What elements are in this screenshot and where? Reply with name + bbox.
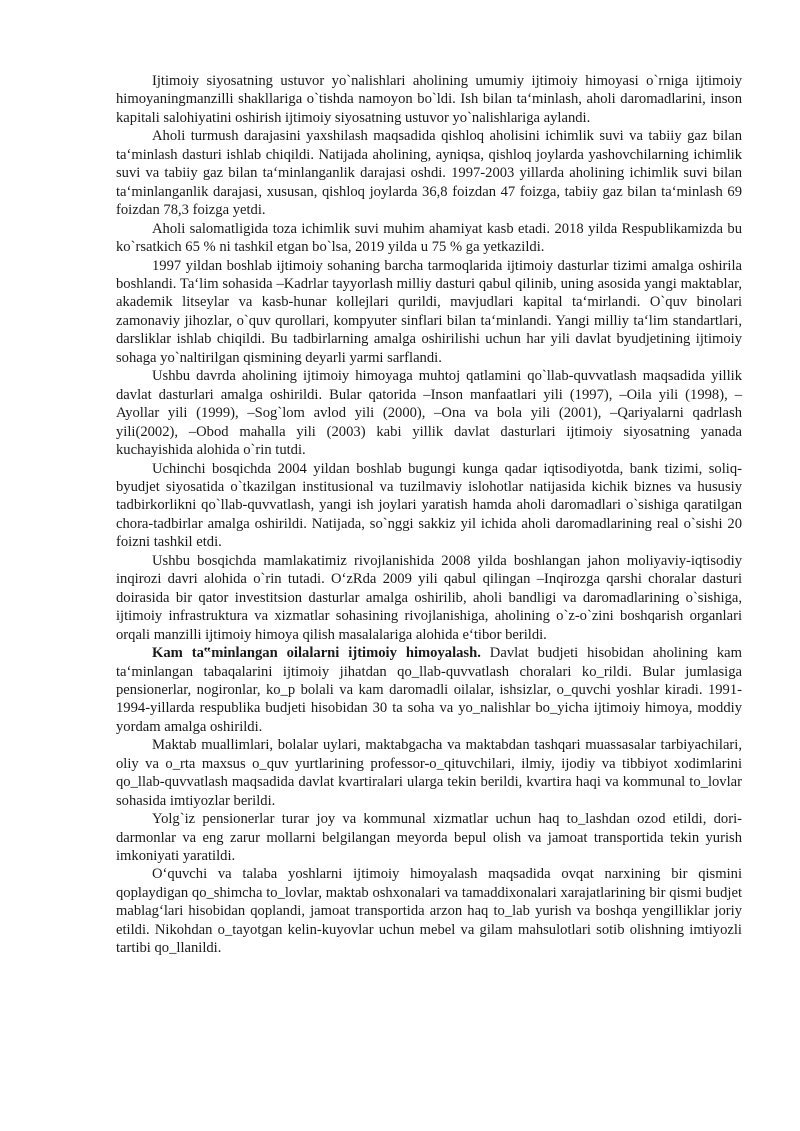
paragraph-text: Davlat budjeti hisobidan aholining kam ta‘minlangan tabaqalarini ijtimoiy jihatdan qo_llab-quvvatlash choralari ko_rildi. Bular jumlasiga pensionerlar, nogironlar, ko_p bolali va kam daromadli oilalar, ishsizlar, o_quvchi yoshlar kiradi. 1991-1994-yillarda respublika budjeti hisobidan 30 ta soha va yo_nalishlar bo_yicha ijtimoiy himoya, moddiy yordam amalga oshirildi. — [116, 645, 742, 735]
paragraph-10 — [116, 810, 742, 865]
paragraph-8 — [116, 644, 742, 736]
paragraph-text: O‘quvchi va talaba yoshlarni ijtimoiy himoyalash maqsadida ovqat narxining bir qismini qoplaydigan qo_shimcha to_lovlar, maktab oshxonalari va tamaddixonalari xarajatlarining bir qismi budjet mablag‘lari hisobidan qoplandi, jamoat transportida arzon haq to_lab yurish va boshqa yengilliklar joriy etildi. Nikohdan o_tayotgan kelin-kuyovlar uchun mebel va gilam mahsulotlari sotib olishning imtiyozli tartibi qo_llanildi. — [116, 866, 742, 957]
paragraph-text: Ijtimoiy siyosatning ustuvor yo`nalishlari aholining umumiy ijtimoiy himoyasi o`rniga ijtimoiy himoyaningmanzilli shakllariga o`tishda namoyon bo`ldi. Ish bilan ta‘minlash, aholi daromadlarini, inson kapitali salohiyatini oshirish ijtimoiy siyosatning ustuvor yo`nalishlariga aylandi. — [116, 73, 742, 126]
paragraph-text: Aholi turmush darajasini yaxshilash maqsadida qishloq aholisini ichimlik suvi va tabiiy gaz bilan ta‘minlash dasturi ishlab chiqildi. Natijada aholining, ayniqsa, qishloq joylarda yashovchilarning ichimlik suvi va tabiiy gaz bilan ta‘minlanganlik darajasi oshdi. 1997-2003 yillarda aholining ichimlik suvi bilan ta‘minlanganlik darajasi, xususan, qishloq joylarda 36,8 foizdan 47 foizga, tabiiy gaz bilan ta‘minlash 69 foizdan 78,3 foizga yetdi. — [116, 128, 742, 219]
paragraph-text: Ushbu davrda aholining ijtimoiy himoyaga muhtoj qatlamini qo`llab-quvvatlash maqsadida yillik davlat dasturlari amalga oshirildi. Bular qatorida –Inson manfaatlari yili (1997), –Oila yili (1998), –Ayollar yili (1999), –Sog`lom avlod yili (2000), –Ona va bola yili (2001), –Qariyalarni qadrlash yili(2002), –Obod mahalla yili (2003) kabi yillik davlat dasturlari ijtimoiy siyosatning yanada kuchayishida alohida o`rin tutdi. — [116, 368, 742, 459]
paragraph-6 — [116, 460, 742, 552]
section-heading: Kam ta‟minlangan oilalarni ijtimoiy himoyalash. — [152, 645, 481, 662]
paragraph-text: Ushbu bosqichda mamlakatimiz rivojlanishida 2008 yilda boshlangan jahon moliyaviy-iqtisodiy inqirozi davri alohida o`rin tutadi. O‘zRda 2009 yili qabul qilingan –Inqirozga qarshi choralar dasturi doirasida bir qator investitsion dasturlar amalga oshirilib, aholi bandligi va daromadlarining o`sishiga, ijtimoiy infrastruktura va xizmatlar sohasining rivojlanishiga, aholining o`z-o`zini boshqarish organlari orqali manzilli ijtimoiy himoya qilish masalalariga alohida e‘tibor berildi. — [116, 552, 742, 643]
paragraph-text: Maktab muallimlari, bolalar uylari, maktabgacha va maktabdan tashqari muassasalar tarbiyachilari, oliy va o_rta maxsus o_quv yurtlarining professor-o_qituvchilari, ilmiy, ijodiy va tibbiyot xodimlarini qo_llab-quvvatlash maqsadida davlat kvartiralari ularga tekin berildi, kvartira haqi va kommunal to_lovlar sohasida imtiyozlar berildi. — [116, 737, 742, 809]
paragraph-1 — [116, 72, 742, 127]
paragraph-text: 1997 yildan boshlab ijtimoiy sohaning barcha tarmoqlarida ijtimoiy dasturlar tizimi amalga oshirila boshlandi. Ta‘lim sohasida –Kadrlar tayyorlash milliy dasturi qabul qilinib, uning asosida yangi maktablar, akademik litseylar va kasb-hunar kollejlari qurildi, mavjudlari kapital ta‘mirlandi. O`quv binolari zamonaviy jihozlar, o`quv qurollari, kompyuter sinflari bilan ta‘minlandi. Yangi milliy ta‘lim standartlari, darsliklar ishlab chiqildi. Bu tadbirlarning amalga oshirilishi uchun har yili davlat byudjetining ijtimoiy sohaga yo`naltirilgan qismining deyarli yarmi sarflandi. — [116, 257, 742, 366]
paragraph-5 — [116, 367, 742, 459]
paragraph-9 — [116, 736, 742, 810]
paragraph-3 — [116, 220, 742, 257]
paragraph-4 — [116, 257, 742, 368]
paragraph-text: Aholi salomatligida toza ichimlik suvi muhim ahamiyat kasb etadi. 2018 yilda Respublikamizda bu ko`rsatkich 65 % ni tashkil etgan bo`lsa, 2019 yilda u 75 % ga yetkazildi. — [116, 220, 742, 256]
paragraph-7 — [116, 552, 742, 644]
paragraph-11 — [116, 865, 742, 957]
paragraph-text: Yolg`iz pensionerlar turar joy va kommunal xizmatlar uchun haq to_lashdan ozod etildi, dori-darmonlar va eng zarur mollarni belgilangan meyorda bepul olish va jamoat transportida tekin yurish imkoniyati yaratildi. — [116, 811, 742, 865]
paragraph-text: Uchinchi bosqichda 2004 yildan boshlab bugungi kunga qadar iqtisodiyotda, bank tizimi, soliq-byudjet siyosatida o`tkazilgan institusional va tuzilmaviy islohotlar natijasida kichik biznes va hususiy tadbirkorlikni qo`llab-quvvatlash, yangi ish joylari yaratish hamda aholi daromadlari o`sishiga qaratilgan chora-tadbirlar amalga oshirildi. Natijada, so`nggi sakkiz yil ichida aholi daromadlarining real o`sishi 20 foizni tashkil etdi. — [116, 460, 742, 551]
paragraph-2 — [116, 127, 742, 219]
